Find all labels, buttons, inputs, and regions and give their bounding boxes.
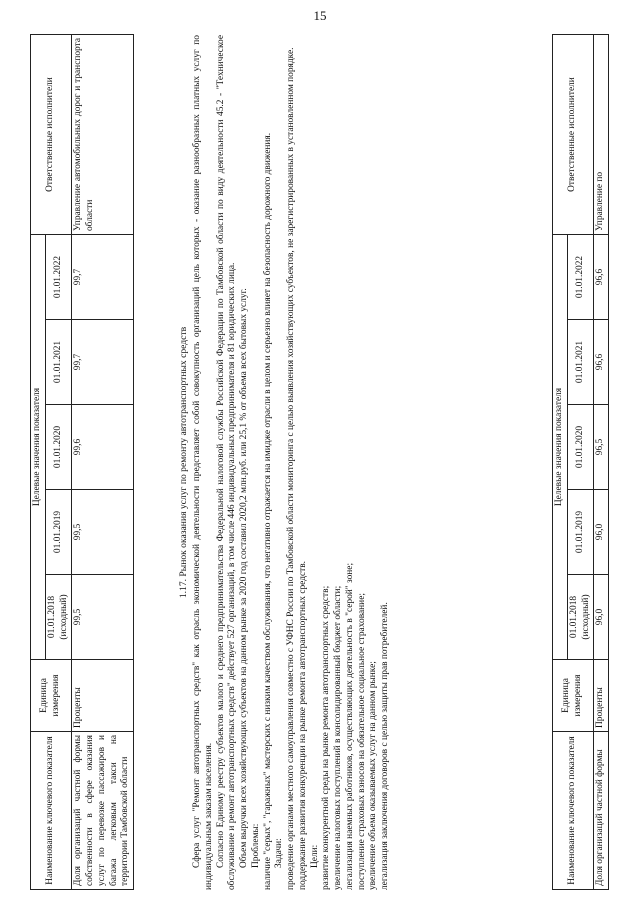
header-indicator-name: Наименование ключевого показателя bbox=[553, 732, 594, 890]
goal-item: поступление страховых взносов на обязательное социальное страхование; bbox=[356, 593, 367, 890]
header-date-2020: 01.01.2020 bbox=[45, 405, 72, 490]
goal-item: увеличение налоговых поступлений в консолидированный бюджет области; bbox=[333, 585, 343, 890]
header-responsible: Ответственные исполнители bbox=[31, 35, 72, 235]
paragraph: Сфера услуг "Ремонт автотранспортных средств" как отрасль экономической деятельности представляет собой совокупность организаций цель которых - оказание разнообразных платных услуг по индивидуальным заказам населения. bbox=[192, 35, 214, 890]
indicator-table-auto-repair bbox=[552, 34, 609, 890]
table-row bbox=[594, 35, 609, 890]
header-date-2019: 01.01.2019 bbox=[567, 490, 594, 575]
header-date-2021: 01.01.2021 bbox=[567, 320, 594, 405]
section-title: 1.17. Рынок оказания услуг по ремонту автотранспортных средств bbox=[178, 326, 189, 599]
section-body bbox=[192, 35, 392, 890]
task-item: проведение органами местного самоуправления совместно с УФНС России по Тамбовской области мониторинга с целью выявления хозяйствующих субъектов, не зарегистрированных в установленном порядке. bbox=[286, 47, 296, 890]
header-unit: Единица измерения bbox=[31, 660, 72, 732]
cell-value-2020: 96,5 bbox=[594, 405, 609, 490]
cell-value-2022: 96,6 bbox=[594, 235, 609, 320]
header-date-2022: 01.01.2022 bbox=[567, 235, 594, 320]
tasks-label: Задачи: bbox=[274, 838, 285, 868]
cell-unit: Проценты bbox=[72, 660, 134, 732]
paragraph: Объем выручки всех хозяйствующих субъектов на данном рынке за 2020 год составил 2020,2 млн.руб. или 25,1 % от объема всех бытовых услуг. bbox=[239, 288, 249, 868]
header-target-values: Целевые значения показателя bbox=[31, 235, 46, 660]
cell-value-2021: 96,6 bbox=[594, 320, 609, 405]
page-number: 15 bbox=[313, 8, 327, 23]
cell-value-2019: 96,0 bbox=[594, 490, 609, 575]
cell-unit: Проценты bbox=[594, 660, 609, 732]
problem-item: наличие "серых", "гаражных" мастерских с низким качеством обслуживания, что негативно отражается на имидже отрасли в целом и серьезно влияет на безопасность дорожного движения. bbox=[262, 132, 273, 890]
problems-label: Проблемы: bbox=[250, 823, 261, 868]
header-date-2021: 01.01.2021 bbox=[45, 320, 72, 405]
cell-value-2021: 99,7 bbox=[72, 320, 134, 405]
rotated-page-content bbox=[30, 35, 610, 890]
goal-item: развитие конкурентной среды на рынке ремонта автотранспортных средств; bbox=[321, 585, 332, 890]
cell-value-2020: 99,6 bbox=[72, 405, 134, 490]
cell-responsible: Управление по bbox=[594, 35, 609, 235]
table-row bbox=[72, 35, 134, 890]
goal-item: увеличение объема оказываемых услуг на данном рынке; bbox=[368, 661, 379, 890]
header-responsible: Ответственные исполнители bbox=[553, 35, 594, 235]
header-date-2018: 01.01.2018 (исходный) bbox=[45, 575, 72, 660]
table-header-row bbox=[553, 35, 568, 890]
indicator-table-taxi bbox=[30, 34, 134, 890]
goal-item: легализация заключения договоров с целью защиты прав потребителей. bbox=[380, 602, 390, 890]
goal-item: легализация наемных работников, осуществляющих деятельность в "серой" зоне; bbox=[344, 562, 355, 890]
cell-value-2018: 96,0 bbox=[594, 575, 609, 660]
cell-value-2022: 99,7 bbox=[72, 235, 134, 320]
cell-value-2018: 99,5 bbox=[72, 575, 134, 660]
cell-value-2019: 99,5 bbox=[72, 490, 134, 575]
header-indicator-name: Наименование ключевого показателя bbox=[31, 732, 72, 890]
cell-indicator-name: Доля организаций частной формы bbox=[594, 732, 609, 890]
header-unit: Единица измерения bbox=[553, 660, 594, 732]
goals-label: Цели: bbox=[309, 844, 320, 868]
header-date-2018: 01.01.2018 (исходный) bbox=[567, 575, 594, 660]
cell-responsible: Управление автомобильных дорог и транспорта области bbox=[72, 35, 134, 235]
header-date-2019: 01.01.2019 bbox=[45, 490, 72, 575]
header-target-values: Целевые значения показателя bbox=[553, 235, 568, 660]
paragraph: Согласно Единому реестру субъектов малого и среднего предпринимательства Федеральной налоговой службы Российской Федерации по Тамбовской области по виду деятельности 45.2 - "Техническое обслуживание и ремонт автотранспортных средств" действует 527 организаций, в том числе 446 индивидуальных предпринимателя и 81 юридических лица. bbox=[215, 35, 238, 890]
header-date-2022: 01.01.2022 bbox=[45, 235, 72, 320]
header-date-2020: 01.01.2020 bbox=[567, 405, 594, 490]
cell-indicator-name: Доля организаций частной формы собственности в сфере оказания услуг по перевозке пассажиров и багажа легковым такси на территории Тамбовской области bbox=[72, 732, 134, 890]
task-item: поддержание развития конкуренции на рынке ремонта автотранспортных средств. bbox=[297, 561, 308, 890]
table-header-row bbox=[31, 35, 46, 890]
